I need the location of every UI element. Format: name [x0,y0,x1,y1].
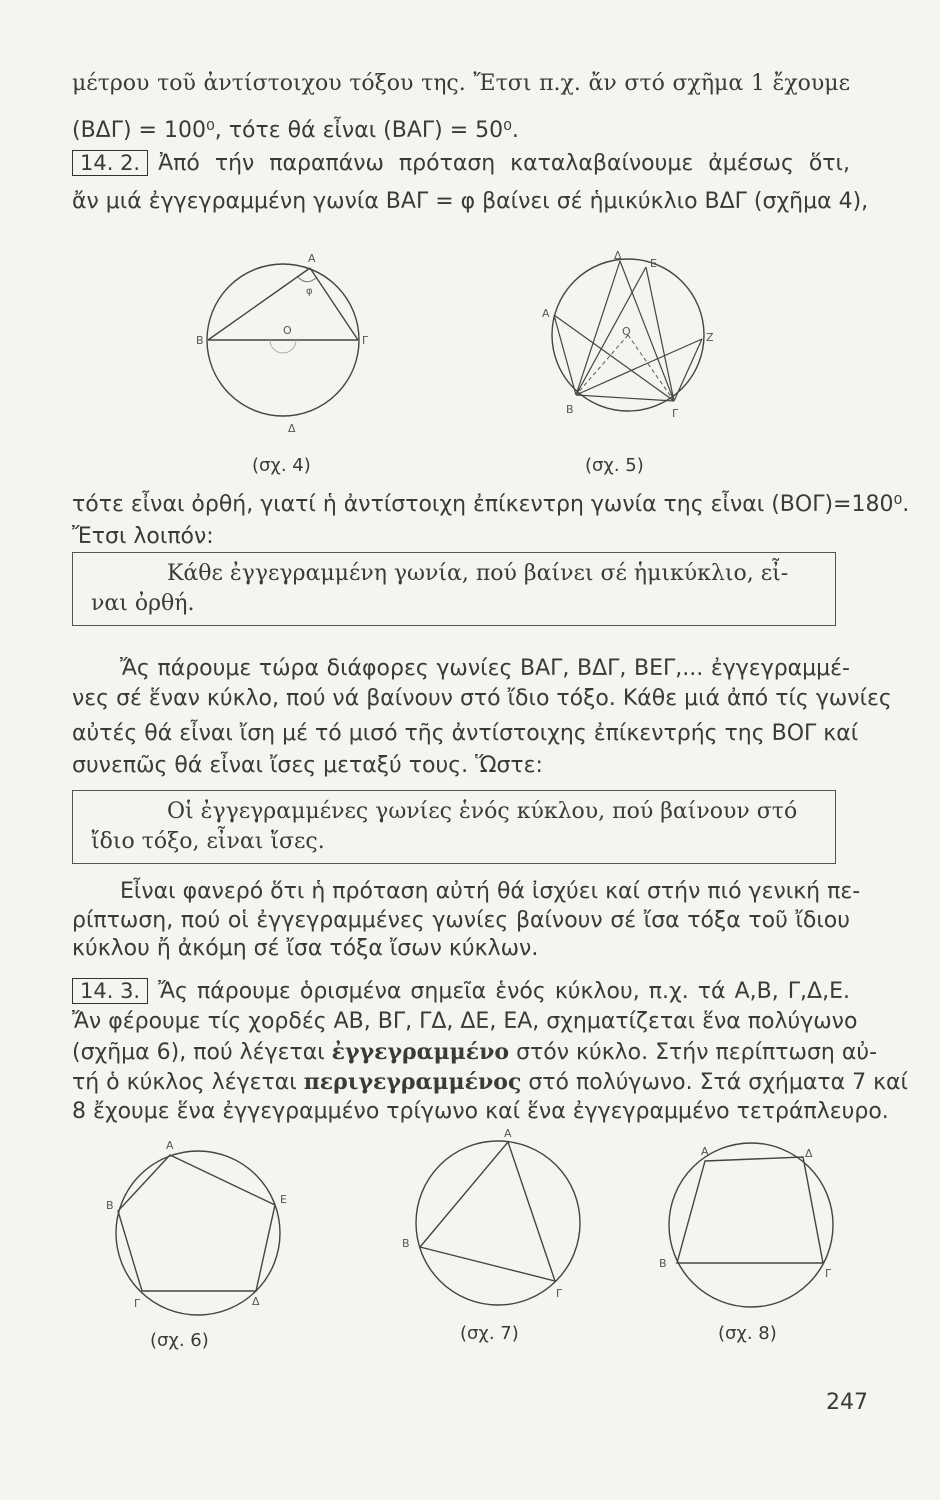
label-phi: φ [306,286,313,297]
paragraph-line [72,1068,908,1097]
section-14-2-line [72,150,850,178]
text-run: τή ὁ κύκλος λέγεται [72,1070,304,1095]
paragraph-line: νες σέ ἕναν κύκλο, πού νά βαίνουν στό ἴδιο τόξο. Κάθε μιά ἀπό τίς γωνίες [72,686,892,711]
label-e: Ε [650,257,657,270]
inscribed-quadrilateral [677,1157,823,1263]
figure-7-caption: (σχ. 7) [460,1323,519,1344]
label-b: Β [402,1237,410,1250]
paragraph-line: Εἶναι φανερό ὅτι ἡ πρόταση αὐτή θά ἰσχύει καί στήν πιό γενική πε- [120,879,861,904]
rule-text [73,791,835,863]
paragraph-line: Ἄν φέρουμε τίς χορδές ΑΒ, ΒΓ, ΓΔ, ΔΕ, ΕΑ, σχηματίζεται ἕνα πολύγωνο [72,1009,858,1034]
figure-4-caption: (σχ. 4) [252,455,311,476]
label-g: Γ [362,334,369,347]
rule-box-2 [72,790,836,864]
inscribed-pentagon [118,1155,275,1291]
rule-box-1 [72,552,836,626]
text-run: (σχῆμα 6), πού λέγεται [72,1040,332,1065]
label-b: Β [566,403,574,416]
chord-bg [576,395,674,401]
label-a: Α [166,1139,174,1152]
label-a: Α [504,1127,512,1140]
label-a: Α [701,1145,709,1158]
label-d: Δ [288,422,296,435]
label-g: Γ [672,407,679,420]
section-14-3-line [72,978,850,1006]
rule-text [73,553,835,625]
label-o: Ο [283,324,292,337]
line-zg [674,339,702,401]
label-g: Γ [556,1287,563,1300]
paragraph-line: συνεπῶς θά εἶναι ἴσες μεταξύ τους. Ὥστε: [72,753,543,778]
label-d: Δ [805,1147,813,1160]
figure-8-caption: (σχ. 8) [718,1323,777,1344]
label-b: Β [106,1199,114,1212]
paragraph-line: αὐτές θά εἶναι ἴση μέ τό μισό τῆς ἀντίστοιχης ἐπίκεντρής της ΒΟΓ καί [72,721,859,746]
label-e: Ε [280,1193,287,1206]
section-text: Ἄς πάρουμε ὁρισμένα σημεῖα ἑνός κύκλου, π.χ. τά Α,Β, Γ,Δ,Ε. [158,979,850,1004]
label-z: Ζ [706,331,714,344]
line-eb [576,267,646,395]
term-circumscribed: περιγεγραμμένος [303,1069,522,1095]
page-number: 247 [826,1390,868,1415]
figure-5-caption: (σχ. 5) [585,455,644,476]
center-arc [270,340,296,353]
circle [669,1143,833,1307]
section-number: 14. 2. [72,150,148,176]
line-eg [646,267,674,401]
paragraph-line: Ἔτσι λοιπόν: [72,524,214,549]
paragraph-line: 8 ἔχουμε ἕνα ἐγγεγραμμένο τρίγωνο καί ἕνα ἐγγεγραμμένο τετράπλευρο. [72,1099,889,1124]
paragraph-line: Ἄς πάρουμε τώρα διάφορες γωνίες ΒΑΓ, ΒΔΓ, ΒΕΓ,... ἐγγεγραμμέ- [120,656,850,681]
term-inscribed: ἐγγεγραμμένο [331,1039,510,1065]
label-a: Α [542,307,550,320]
text-run: στό πολύγωνο. Στά σχήματα 7 καί [521,1070,908,1095]
label-b: Β [659,1257,667,1270]
label-o: Ο [622,325,631,338]
label-g: Γ [134,1297,141,1310]
angle-arc [298,277,316,282]
label-d: Δ [252,1295,260,1308]
rule-line: Κάθε ἐγγεγραμμένη γωνία, πού βαίνει σέ ἡμικύκλιο, εἶ- [167,561,789,586]
chord-ag [310,268,358,340]
paragraph-line: μέτρου τοῦ ἀντίστοιχου τόξου της. Ἔτσι π.χ. ἄν στό σχῆμα 1 ἔχουμε [72,71,850,96]
rule-line: Οἱ ἐγγεγραμμένες γωνίες ἑνός κύκλου, πού βαίνουν στό [167,799,798,824]
paragraph-line: ρίπτωση, πού οἱ ἐγγεγραμμένες γωνίες βαίνουν σέ ἴσα τόξα τοῦ ἴδιου [72,908,850,933]
text-run: στόν κύκλο. Στήν περίπτωση αὐ- [509,1040,878,1065]
label-g: Γ [825,1267,832,1280]
figure-6-diagram [106,1139,290,1325]
rule-line: ναι ὀρθή. [91,591,195,616]
paragraph-line: κύκλου ἤ ἀκόμη σέ ἴσα τόξα ἴσων κύκλων. [72,936,539,961]
chord-ba [208,268,310,340]
rule-line: ἴδιο τόξο, εἶναι ἴσες. [91,829,325,854]
figure-6-caption: (σχ. 6) [150,1330,209,1351]
inscribed-triangle [420,1142,555,1281]
label-d: Δ [614,249,622,262]
figure-8-diagram [659,1135,845,1315]
figure-5-diagram [542,249,718,425]
line-ag [554,315,674,401]
paragraph-line: ἄν μιά ἐγγεγραμμένη γωνία ΒΑΓ = φ βαίνει σέ ἡμικύκλιο ΒΔΓ (σχῆμα 4), [72,189,869,214]
label-a: Α [308,252,316,265]
section-number: 14. 3. [72,978,148,1004]
paragraph-line: (ΒΔΓ) = 100⁰, τότε θά εἶναι (ΒΑΓ) = 50⁰. [72,118,519,143]
paragraph-line: τότε εἶναι ὀρθή, γιατί ἡ ἀντίστοιχη ἐπίκεντρη γωνία της εἶναι (ΒΟΓ)=180⁰. [72,492,910,517]
label-b: Β [196,334,204,347]
figure-7-diagram [402,1127,590,1315]
line-db [576,261,620,395]
line-ab [554,315,576,395]
radius-ob [576,335,628,395]
paragraph-line [72,1038,878,1067]
section-text: Ἀπό τήν παραπάνω πρόταση καταλαβαίνουμε ἀμέσως ὅτι, [158,151,850,176]
figure-4-diagram [196,250,380,435]
